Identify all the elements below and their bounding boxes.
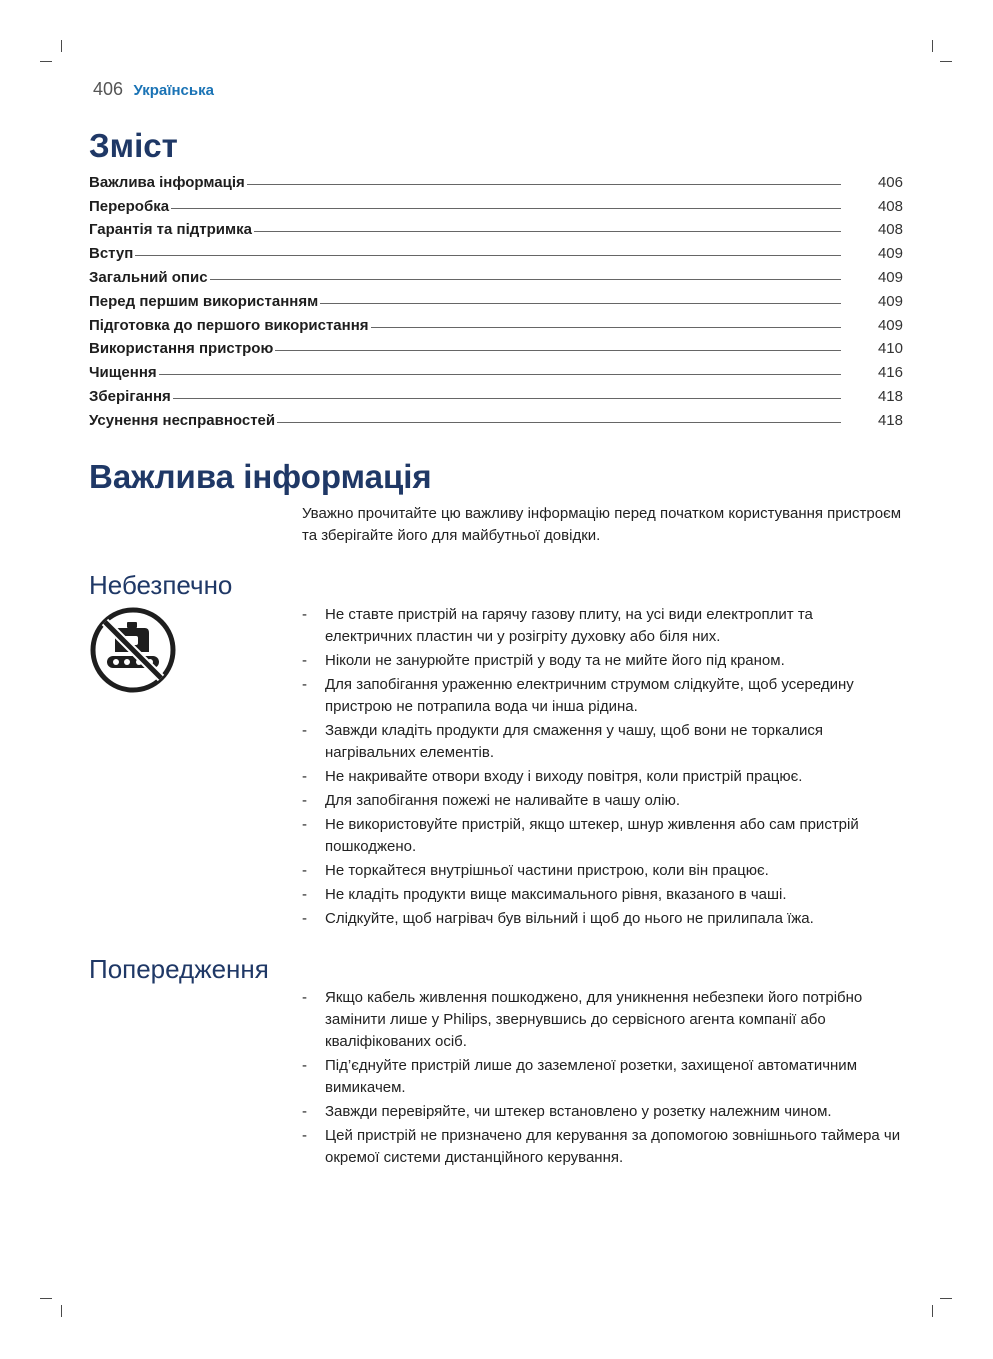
crop-mark xyxy=(61,40,62,52)
bullet-marker: - xyxy=(302,886,307,903)
bullet-marker: - xyxy=(302,676,307,693)
list-item-text: Завжди кладіть продукти для смаження у чашу, щоб вони не торкалися нагрівальних елементів. xyxy=(325,722,823,761)
toc-leader xyxy=(210,279,841,280)
toc-entry-page: 409 xyxy=(877,245,903,263)
crop-mark xyxy=(940,1298,952,1299)
list-item-text: Для запобігання пожежі не наливайте в чашу олію. xyxy=(325,792,680,809)
list-item-text: Не кладіть продукти вище максимального рівня, вказаного в чаші. xyxy=(325,886,787,903)
bullet-marker: - xyxy=(302,722,307,739)
toc-title: Зміст xyxy=(89,127,178,164)
list-item-text: Під’єднуйте пристрій лише до заземленої розетки, захищеної автоматичним вимикачем. xyxy=(325,1057,858,1096)
toc-entry xyxy=(89,405,903,429)
toc-leader xyxy=(159,374,841,375)
toc-entry-title: Вступ xyxy=(89,245,134,263)
bullet-marker: - xyxy=(302,816,307,833)
crop-mark xyxy=(932,40,933,52)
list-item xyxy=(302,674,902,718)
toc-entry-page: 406 xyxy=(877,173,903,191)
toc-entry-title: Підготовка до першого використання xyxy=(89,316,369,334)
danger-title: Небезпечно xyxy=(89,570,233,600)
toc-entry xyxy=(89,334,903,358)
page-header xyxy=(93,79,214,100)
crop-mark xyxy=(940,61,952,62)
toc-entry xyxy=(89,310,903,334)
important-title: Важлива інформація xyxy=(89,458,432,495)
list-item xyxy=(302,766,902,788)
bullet-marker: - xyxy=(302,652,307,669)
bullet-marker: - xyxy=(302,768,307,785)
bullet-marker: - xyxy=(302,1057,307,1074)
toc-leader xyxy=(275,350,841,351)
toc-entry-page: 416 xyxy=(877,364,903,382)
crop-mark xyxy=(40,61,52,62)
toc-entry-page: 408 xyxy=(877,197,903,215)
toc-entry-title: Зберігання xyxy=(89,387,171,405)
toc-entry-title: Чищення xyxy=(89,364,157,382)
toc-entry xyxy=(89,238,903,262)
bullet-marker: - xyxy=(302,1103,307,1120)
toc-leader xyxy=(371,327,841,328)
list-item xyxy=(302,1055,902,1099)
crop-mark xyxy=(932,1305,933,1317)
crop-mark xyxy=(40,1298,52,1299)
bullet-marker: - xyxy=(302,792,307,809)
toc-entry-page: 408 xyxy=(877,221,903,239)
toc-leader xyxy=(320,303,841,304)
list-item-text: Не використовуйте пристрій, якщо штекер, шнур живлення або сам пристрій пошкоджено. xyxy=(325,816,859,855)
toc-entry-title: Важлива інформація xyxy=(89,173,245,191)
list-item-text: Слідкуйте, щоб нагрівач був вільний і щоб до нього не прилипала їжа. xyxy=(325,910,814,927)
list-item xyxy=(302,790,902,812)
toc-entry xyxy=(89,191,903,215)
warning-list xyxy=(302,987,902,1171)
bullet-marker: - xyxy=(302,989,307,1006)
table-of-contents xyxy=(89,167,903,429)
list-item-text: Не ставте пристрій на гарячу газову плиту, на усі види електроплит та електричних пластин чи у розігріту духовку або біля них. xyxy=(325,606,813,645)
toc-entry-page: 418 xyxy=(877,411,903,429)
bullet-marker: - xyxy=(302,862,307,879)
toc-leader xyxy=(135,255,841,256)
language-label: Українська xyxy=(133,82,214,99)
list-item xyxy=(302,860,902,882)
toc-entry-page: 409 xyxy=(877,292,903,310)
toc-entry xyxy=(89,215,903,239)
toc-entry-title: Використання пристрою xyxy=(89,340,274,358)
danger-list xyxy=(302,604,902,932)
list-item-text: Не торкайтеся внутрішньої частини пристрою, коли він працює. xyxy=(325,862,769,879)
toc-leader xyxy=(254,231,841,232)
toc-entry xyxy=(89,381,903,405)
toc-entry xyxy=(89,167,903,191)
toc-entry-title: Усунення несправностей xyxy=(89,411,276,429)
toc-entry-page: 410 xyxy=(877,340,903,358)
no-hot-surface-icon xyxy=(89,606,177,694)
toc-leader xyxy=(171,208,841,209)
warning-title: Попередження xyxy=(89,954,269,984)
list-item xyxy=(302,1101,902,1123)
list-item xyxy=(302,650,902,672)
list-item-text: Не накривайте отвори входу і виходу повітря, коли пристрій працює. xyxy=(325,768,803,785)
crop-mark xyxy=(61,1305,62,1317)
toc-entry xyxy=(89,357,903,381)
list-item-text: Для запобігання ураженню електричним струмом слідкуйте, щоб усередину пристрою не потрапила вода чи інша рідина. xyxy=(325,676,854,715)
list-item xyxy=(302,908,902,930)
list-item-text: Цей пристрій не призначено для керування за допомогою зовнішнього таймера чи окремої системи дистанційного керування. xyxy=(325,1127,901,1166)
toc-entry-title: Гарантія та підтримка xyxy=(89,221,252,239)
list-item-text: Завжди перевіряйте, чи штекер встановлено у розетку належним чином. xyxy=(325,1103,832,1120)
toc-entry-page: 418 xyxy=(877,387,903,405)
list-item xyxy=(302,720,902,764)
toc-entry xyxy=(89,286,903,310)
list-item xyxy=(302,1125,902,1169)
list-item xyxy=(302,814,902,858)
toc-leader xyxy=(277,422,841,423)
list-item xyxy=(302,604,902,648)
bullet-marker: - xyxy=(302,910,307,927)
list-item-text: Ніколи не занурюйте пристрій у воду та не мийте його під краном. xyxy=(325,652,785,669)
toc-entry-title: Загальний опис xyxy=(89,268,208,286)
page-number: 406 xyxy=(93,79,124,99)
list-item xyxy=(302,987,902,1053)
toc-entry-title: Перед першим використанням xyxy=(89,292,319,310)
list-item-text: Якщо кабель живлення пошкоджено, для уникнення небезпеки його потрібно замінити лише у Philips, звернувшись до сервісного агента компанії або кваліфікованих осіб. xyxy=(325,989,863,1050)
bullet-marker: - xyxy=(302,1127,307,1144)
toc-leader xyxy=(173,398,841,399)
list-item xyxy=(302,884,902,906)
toc-entry-page: 409 xyxy=(877,316,903,334)
toc-entry-title: Переробка xyxy=(89,197,170,215)
toc-entry xyxy=(89,262,903,286)
toc-leader xyxy=(247,184,841,185)
important-intro: Уважно прочитайте цю важливу інформацію перед початком користування пристроєм та зберігайте його для майбутньої довідки. xyxy=(302,505,902,544)
toc-entry-page: 409 xyxy=(877,268,903,286)
bullet-marker: - xyxy=(302,606,307,623)
